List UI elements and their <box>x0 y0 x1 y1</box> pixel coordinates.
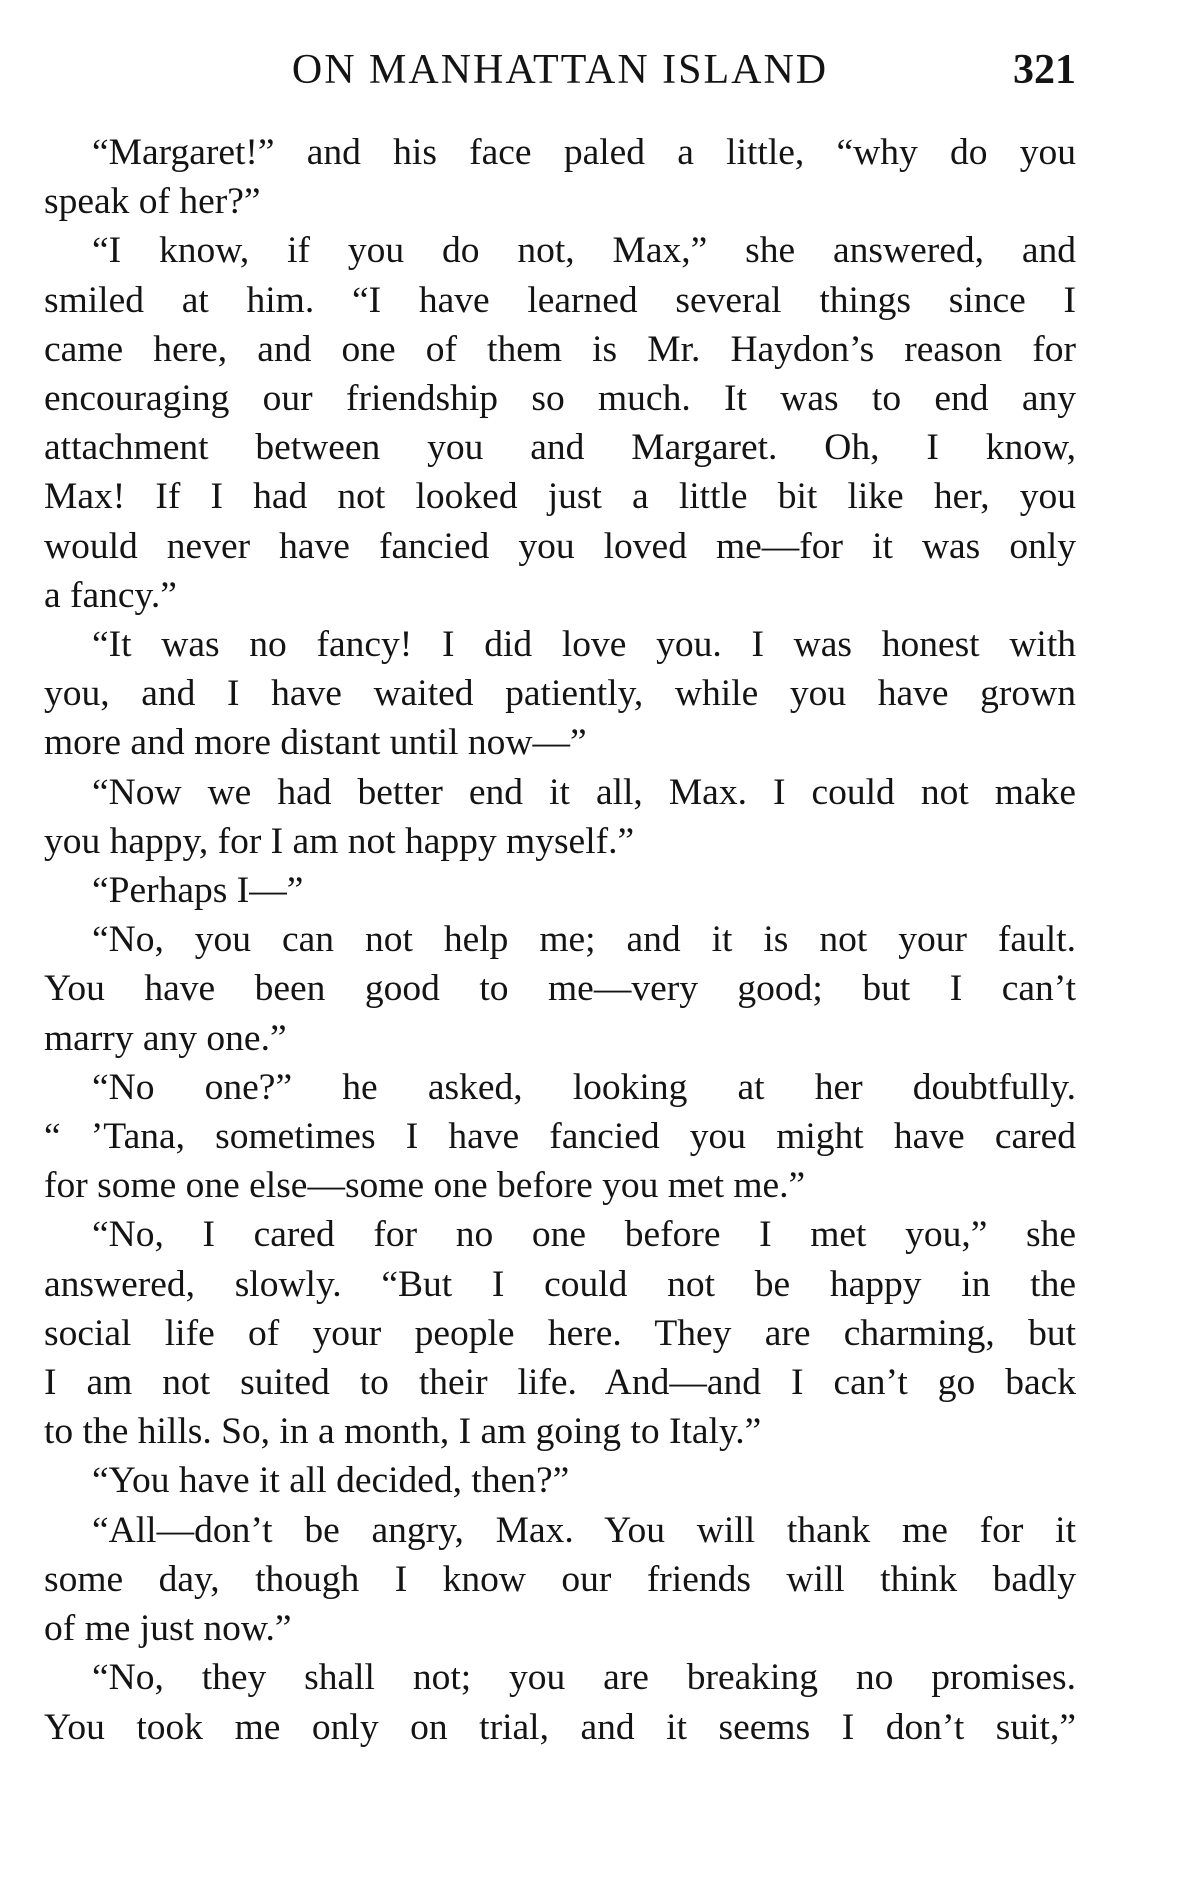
text-line: “It was no fancy! I did love you. I was honest with <box>92 624 1076 666</box>
body-text <box>44 128 1076 1752</box>
text-line: more and more distant until now—” <box>44 722 587 764</box>
text-line: encouraging our friendship so much. It was to end any <box>44 378 1076 420</box>
text-line: came here, and one of them is Mr. Haydon’s reason for <box>44 328 1076 370</box>
text-line: “All—don’t be angry, Max. You will thank me for it <box>92 1509 1076 1551</box>
text-line: “Now we had better end it all, Max. I could not make <box>92 771 1076 813</box>
text-line: for some one else—some one before you met me.” <box>44 1165 806 1207</box>
running-head <box>44 40 1076 100</box>
text-line: you happy, for I am not happy myself.” <box>44 820 635 862</box>
text-line: “No, you can not help me; and it is not your fault. <box>92 919 1076 961</box>
text-line: “Perhaps I—” <box>92 870 304 912</box>
text-line: attachment between you and Margaret. Oh, I know, <box>44 427 1076 469</box>
text-line: You have been good to me—very good; but I can’t <box>44 968 1076 1010</box>
text-line: “I know, if you do not, Max,” she answered, and <box>92 230 1076 272</box>
text-line: some day, though I know our friends will think badly <box>44 1558 1076 1600</box>
running-title: ON MANHATTAN ISLAND <box>291 47 829 93</box>
text-line: “Margaret!” and his face paled a little, “why do you <box>92 132 1076 173</box>
text-line: smiled at him. “I have learned several things since I <box>44 279 1076 321</box>
text-line: speak of her?” <box>44 181 261 223</box>
text-line: I am not suited to their life. And—and I can’t go back <box>44 1362 1076 1404</box>
text-line: You took me only on trial, and it seems I don’t suit,” <box>44 1706 1076 1748</box>
text-line: “No, I cared for no one before I met you,” she <box>92 1214 1076 1256</box>
text-line: to the hills. So, in a month, I am going to Italy.” <box>44 1411 762 1453</box>
text-line: marry any one.” <box>44 1017 287 1059</box>
text-line: social life of your people here. They are charming, but <box>44 1312 1076 1354</box>
text-line: of me just now.” <box>44 1608 292 1650</box>
text-line: Max! If I had not looked just a little bit like her, you <box>44 476 1076 518</box>
text-line: a fancy.” <box>44 574 177 616</box>
text-line: “ ’Tana, sometimes I have fancied you might have cared <box>44 1116 1076 1158</box>
text-line: “No one?” he asked, looking at her doubtfully. <box>92 1066 1076 1108</box>
text-line: you, and I have waited patiently, while you have grown <box>44 673 1076 715</box>
text-line: answered, slowly. “But I could not be happy in the <box>44 1263 1076 1305</box>
text-line: “You have it all decided, then?” <box>92 1460 570 1502</box>
page-number: 321 <box>1013 47 1076 93</box>
text-line: “No, they shall not; you are breaking no promises. <box>92 1657 1076 1699</box>
book-page <box>44 40 1076 1752</box>
text-line: would never have fancied you loved me—for it was only <box>44 525 1076 567</box>
